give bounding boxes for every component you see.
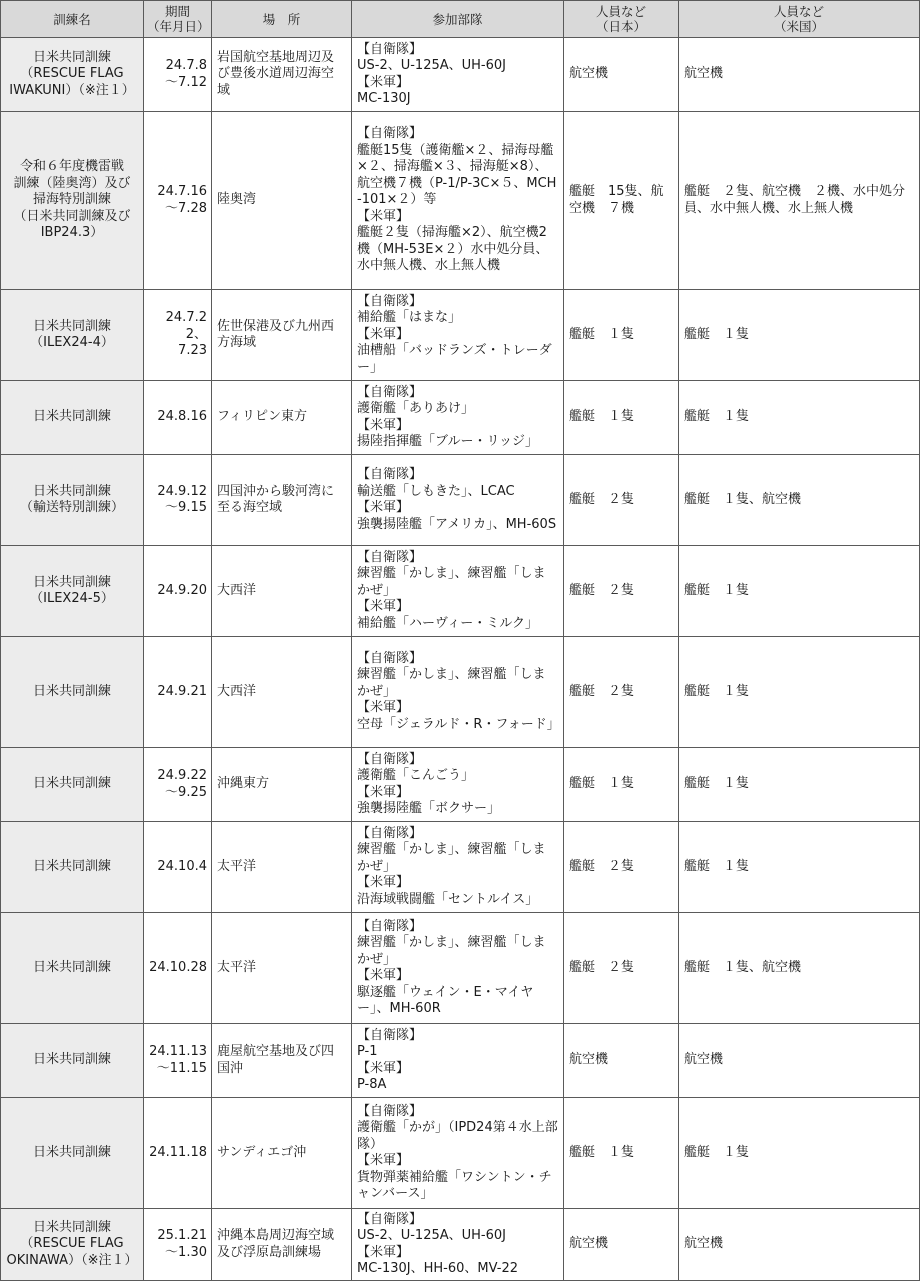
- exercise-name-line: 日米共同訓練: [32, 483, 111, 499]
- participating-units-cell: [352, 290, 564, 381]
- unit-line: 練習艦「かしま」、練習艦「しまかぜ」: [357, 842, 546, 874]
- table-row: [1, 748, 920, 822]
- period-line: 25.1.21: [157, 1228, 207, 1243]
- place-cell: 佐世保港及び九州西方海域: [212, 290, 352, 381]
- participating-units-cell: [352, 38, 564, 112]
- japan-assets-cell: 航空機: [564, 38, 679, 112]
- us-assets-cell: 航空機: [679, 1024, 920, 1098]
- unit-line: 補給艦「ハーヴィー・ミルク」: [357, 615, 538, 631]
- place-cell: 大西洋: [212, 637, 352, 748]
- unit-line: 【自衛隊】: [357, 1211, 423, 1227]
- unit-line: 油槽船「バッドランズ・トレーダー」: [357, 343, 552, 375]
- header-japan: [564, 1, 679, 38]
- unit-line: 練習艦「かしま」、練習艦「しまかぜ」: [357, 667, 546, 699]
- unit-line: 【米軍】: [357, 326, 410, 342]
- period-cell: [144, 290, 212, 381]
- unit-line: 【自衛隊】: [357, 918, 423, 934]
- exercise-name-line: 日米共同訓練: [32, 409, 111, 425]
- unit-line: 【自衛隊】: [357, 549, 423, 565]
- table-row: [1, 455, 920, 546]
- japan-assets-cell: 艦艇 ２隻: [564, 637, 679, 748]
- place-cell: 四国沖から駿河湾に至る海空域: [212, 455, 352, 546]
- period-line: ～7.12: [165, 74, 207, 90]
- exercise-name-line: 日米共同訓練: [32, 1052, 111, 1068]
- exercise-name-cell: [1, 455, 144, 546]
- participating-units-cell: [352, 1209, 564, 1281]
- period-line: 24.8.16: [157, 409, 207, 425]
- header-us-line-2: （米国）: [773, 19, 824, 34]
- unit-line: 【自衛隊】: [357, 41, 423, 57]
- japan-assets-cell: 艦艇 １隻: [564, 290, 679, 381]
- unit-line: 揚陸指揮艦「ブルー・リッジ」: [357, 434, 538, 449]
- unit-line: 貨物弾薬補給艦「ワシントン・チャンバース」: [357, 1169, 552, 1201]
- header-us: [679, 1, 920, 38]
- unit-line: P-1: [357, 1044, 378, 1059]
- unit-line: 艦艇15隻（護衛艦×２、掃海母艦×２、掃海艦×３、掃海艇×8）、航空機７機（P-1/P-3C×５、MCH-101×２）等: [357, 142, 557, 208]
- exercise-name-line: （RESCUE FLAG: [20, 1236, 124, 1252]
- exercise-name-line: IBP24.3）: [40, 225, 104, 241]
- unit-line: 【自衛隊】: [357, 650, 423, 666]
- japan-assets-cell: 航空機: [564, 1024, 679, 1098]
- us-assets-cell: 航空機: [679, 38, 920, 112]
- period-line: 24.11.18: [149, 1144, 207, 1160]
- exercise-name-line: OKINAWA）（※注１）: [6, 1252, 138, 1268]
- unit-line: 【米軍】: [357, 1153, 410, 1168]
- participating-units-cell: [352, 455, 564, 546]
- unit-line: 沿海域戦闘艦「セントルイス」: [357, 891, 539, 907]
- table-row: [1, 1209, 920, 1281]
- period-cell: [144, 455, 212, 546]
- japan-assets-cell: 艦艇 １隻: [564, 748, 679, 822]
- exercise-name-cell: [1, 637, 144, 748]
- unit-line: US-2、U-125A、UH-60J: [357, 1228, 506, 1243]
- header-period-line-2: （年月日）: [147, 19, 210, 34]
- unit-line: 【自衛隊】: [357, 126, 423, 142]
- header-place: 場 所: [212, 1, 352, 38]
- us-assets-cell: 艦艇 １隻: [679, 637, 920, 748]
- exercise-name-line: IWAKUNI）（※注１）: [9, 82, 135, 98]
- japan-assets-cell: 艦艇 １隻: [564, 1098, 679, 1209]
- unit-line: 【米軍】: [357, 784, 410, 800]
- participating-units-cell: [352, 112, 564, 290]
- period-line: 24.9.22: [157, 768, 207, 783]
- unit-line: 【自衛隊】: [357, 293, 423, 309]
- unit-line: 駆逐艦「ウェイン・E・マイヤー」、MH-60R: [357, 984, 534, 1016]
- exercise-name-cell: [1, 1209, 144, 1281]
- period-cell: [144, 1209, 212, 1281]
- participating-units-cell: [352, 913, 564, 1024]
- period-line: 24.7.8: [165, 58, 207, 73]
- place-cell: サンディエゴ沖: [212, 1098, 352, 1209]
- period-line: ～9.25: [165, 784, 207, 800]
- table-body: [1, 38, 920, 1281]
- period-line: 24.10.28: [149, 959, 207, 975]
- unit-line: P-8A: [357, 1077, 387, 1092]
- header-name: 訓練名: [1, 1, 144, 38]
- table-row: [1, 112, 920, 290]
- place-cell: フィリピン東方: [212, 381, 352, 455]
- us-assets-cell: 航空機: [679, 1209, 920, 1281]
- us-assets-cell: 艦艇 １隻: [679, 822, 920, 913]
- japan-assets-cell: 艦艇 ２隻: [564, 913, 679, 1024]
- header-row: [1, 1, 920, 38]
- unit-line: 護衛艦「ありあけ」: [357, 401, 475, 416]
- unit-line: 【自衛隊】: [357, 825, 423, 841]
- japan-assets-cell: 艦艇 ２隻: [564, 455, 679, 546]
- us-assets-cell: 艦艇 １隻: [679, 290, 920, 381]
- participating-units-cell: [352, 1024, 564, 1098]
- period-line: 24.7.16: [157, 184, 207, 199]
- exercise-name-line: （ILEX24-4）: [30, 335, 114, 350]
- japan-assets-cell: 艦艇 15隻、航空機 ７機: [564, 112, 679, 290]
- exercise-name-line: 日米共同訓練: [32, 683, 111, 699]
- unit-line: 【米軍】: [357, 875, 410, 891]
- unit-line: MC-130J: [357, 91, 411, 106]
- period-cell: [144, 38, 212, 112]
- exercise-name-line: 令和６年度機雷戦: [19, 159, 124, 175]
- exercise-name-line: （輸送特別訓練）: [19, 500, 124, 515]
- header-period: [144, 1, 212, 38]
- unit-line: 【米軍】: [357, 208, 410, 224]
- unit-line: 【米軍】: [357, 968, 410, 983]
- unit-line: 【米軍】: [357, 74, 410, 90]
- unit-line: 練習艦「かしま」、練習艦「しまかぜ」: [357, 935, 546, 967]
- header-us-line-1: 人員など: [773, 4, 824, 19]
- unit-line: 【米軍】: [357, 599, 410, 615]
- participating-units-cell: [352, 822, 564, 913]
- period-cell: [144, 748, 212, 822]
- period-cell: [144, 112, 212, 290]
- exercise-name-cell: [1, 381, 144, 455]
- unit-line: 補給艦「はまな」: [357, 310, 462, 326]
- unit-line: 【自衛隊】: [357, 467, 423, 482]
- place-cell: 沖縄本島周辺海空域及び浮原島訓練場: [212, 1209, 352, 1281]
- unit-line: 【米軍】: [357, 500, 410, 515]
- period-line: ～7.28: [165, 200, 207, 216]
- exercise-name-cell: [1, 913, 144, 1024]
- header-japan-line-2: （日本）: [595, 19, 646, 34]
- japan-assets-cell: 艦艇 ２隻: [564, 822, 679, 913]
- table-row: [1, 1024, 920, 1098]
- unit-line: 【自衛隊】: [357, 384, 423, 400]
- exercise-name-line: 訓練（陸奥湾）及び: [13, 175, 131, 191]
- place-cell: 岩国航空基地周辺及び豊後水道周辺海空域: [212, 38, 352, 112]
- unit-line: MC-130J、HH-60、MV-22: [357, 1261, 518, 1276]
- header-period-line-1: 期間: [164, 4, 190, 19]
- table-row: [1, 290, 920, 381]
- table-row: [1, 381, 920, 455]
- us-assets-cell: 艦艇 １隻: [679, 748, 920, 822]
- period-line: ～11.15: [156, 1060, 207, 1076]
- participating-units-cell: [352, 637, 564, 748]
- participating-units-cell: [352, 1098, 564, 1209]
- japan-assets-cell: 航空機: [564, 1209, 679, 1281]
- period-cell: [144, 1024, 212, 1098]
- us-assets-cell: 艦艇 １隻、航空機: [679, 455, 920, 546]
- place-cell: 太平洋: [212, 822, 352, 913]
- exercise-name-line: （RESCUE FLAG: [20, 66, 124, 82]
- exercise-name-cell: [1, 748, 144, 822]
- unit-line: 【米軍】: [357, 1060, 410, 1076]
- us-assets-cell: 艦艇 １隻: [679, 546, 920, 637]
- period-cell: [144, 637, 212, 748]
- unit-line: 【自衛隊】: [357, 751, 423, 767]
- table-header: [1, 1, 920, 38]
- place-cell: 太平洋: [212, 913, 352, 1024]
- unit-line: 強襲揚陸艦「アメリカ」、MH-60S: [357, 516, 557, 532]
- unit-line: 護衛艦「こんごう」: [357, 768, 475, 783]
- us-assets-cell: 艦艇 １隻: [679, 1098, 920, 1209]
- period-cell: [144, 381, 212, 455]
- exercise-name-cell: [1, 290, 144, 381]
- exercise-name-cell: [1, 38, 144, 112]
- unit-line: US-2、U-125A、UH-60J: [357, 58, 506, 73]
- period-line: 24.9.12: [157, 483, 207, 499]
- table-row: [1, 637, 920, 748]
- exercise-name-line: 日米共同訓練: [32, 574, 111, 590]
- exercise-name-line: 日米共同訓練: [32, 1219, 111, 1235]
- place-cell: 沖縄東方: [212, 748, 352, 822]
- unit-line: 艦艇２隻（掃海艦×2）、航空機2機（MH-53E×２）水中処分員、水中無人機、水上無人機: [357, 225, 549, 274]
- period-line: ～1.30: [165, 1244, 207, 1260]
- unit-line: 【自衛隊】: [357, 1027, 423, 1043]
- us-assets-cell: 艦艇 １隻: [679, 381, 920, 455]
- exercise-name-line: 日米共同訓練: [32, 776, 111, 792]
- unit-line: 【自衛隊】: [357, 1103, 423, 1119]
- japan-assets-cell: 艦艇 １隻: [564, 381, 679, 455]
- exercise-name-line: 日米共同訓練: [32, 49, 111, 65]
- period-cell: [144, 546, 212, 637]
- unit-line: 空母「ジェラルド・R・フォード」: [357, 716, 560, 732]
- table-row: [1, 822, 920, 913]
- period-line: 24.9.20: [157, 582, 207, 598]
- exercise-name-line: 日米共同訓練: [32, 858, 111, 874]
- exercise-name-cell: [1, 112, 144, 290]
- unit-line: 【米軍】: [357, 1244, 410, 1260]
- us-assets-cell: 艦艇 １隻、航空機: [679, 913, 920, 1024]
- period-line: 24.9.21: [157, 683, 207, 699]
- period-line: ～9.15: [165, 500, 207, 515]
- period-line: 24.11.13: [149, 1044, 207, 1059]
- unit-line: 強襲揚陸艦「ボクサー」: [357, 801, 501, 816]
- place-cell: 陸奥湾: [212, 112, 352, 290]
- participating-units-cell: [352, 381, 564, 455]
- exercise-name-cell: [1, 546, 144, 637]
- exercise-name-line: （日米共同訓練及び: [13, 208, 131, 224]
- place-cell: 鹿屋航空基地及び四国沖: [212, 1024, 352, 1098]
- exercise-name-cell: [1, 1024, 144, 1098]
- exercise-name-cell: [1, 822, 144, 913]
- unit-line: 練習艦「かしま」、練習艦「しまかぜ」: [357, 566, 546, 598]
- table-row: [1, 38, 920, 112]
- table-row: [1, 913, 920, 1024]
- unit-line: 【米軍】: [357, 700, 410, 716]
- table-row: [1, 546, 920, 637]
- period-line: 24.7.22、: [165, 310, 207, 342]
- participating-units-cell: [352, 546, 564, 637]
- participating-units-cell: [352, 748, 564, 822]
- period-line: 7.23: [178, 343, 207, 359]
- exercise-name-line: （ILEX24-5）: [30, 591, 114, 606]
- table-row: [1, 1098, 920, 1209]
- exercise-name-line: 掃海特別訓練: [32, 192, 111, 208]
- exercise-name-line: 日米共同訓練: [32, 959, 111, 975]
- period-cell: [144, 822, 212, 913]
- period-line: 24.10.4: [157, 858, 207, 874]
- exercise-name-line: 日米共同訓練: [32, 318, 111, 334]
- unit-line: 【米軍】: [357, 417, 410, 433]
- header-japan-line-1: 人員など: [595, 4, 646, 19]
- period-cell: [144, 913, 212, 1024]
- japan-assets-cell: 艦艇 ２隻: [564, 546, 679, 637]
- header-units: 参加部隊: [352, 1, 564, 38]
- period-cell: [144, 1098, 212, 1209]
- unit-line: 護衛艦「かが」（IPD24第４水上部隊）: [357, 1120, 558, 1152]
- exercise-name-cell: [1, 1098, 144, 1209]
- place-cell: 大西洋: [212, 546, 352, 637]
- exercise-name-line: 日米共同訓練: [32, 1144, 111, 1160]
- unit-line: 輸送艦「しもきた」、LCAC: [357, 483, 515, 499]
- us-assets-cell: 艦艇 ２隻、航空機 ２機、水中処分員、水中無人機、水上無人機: [679, 112, 920, 290]
